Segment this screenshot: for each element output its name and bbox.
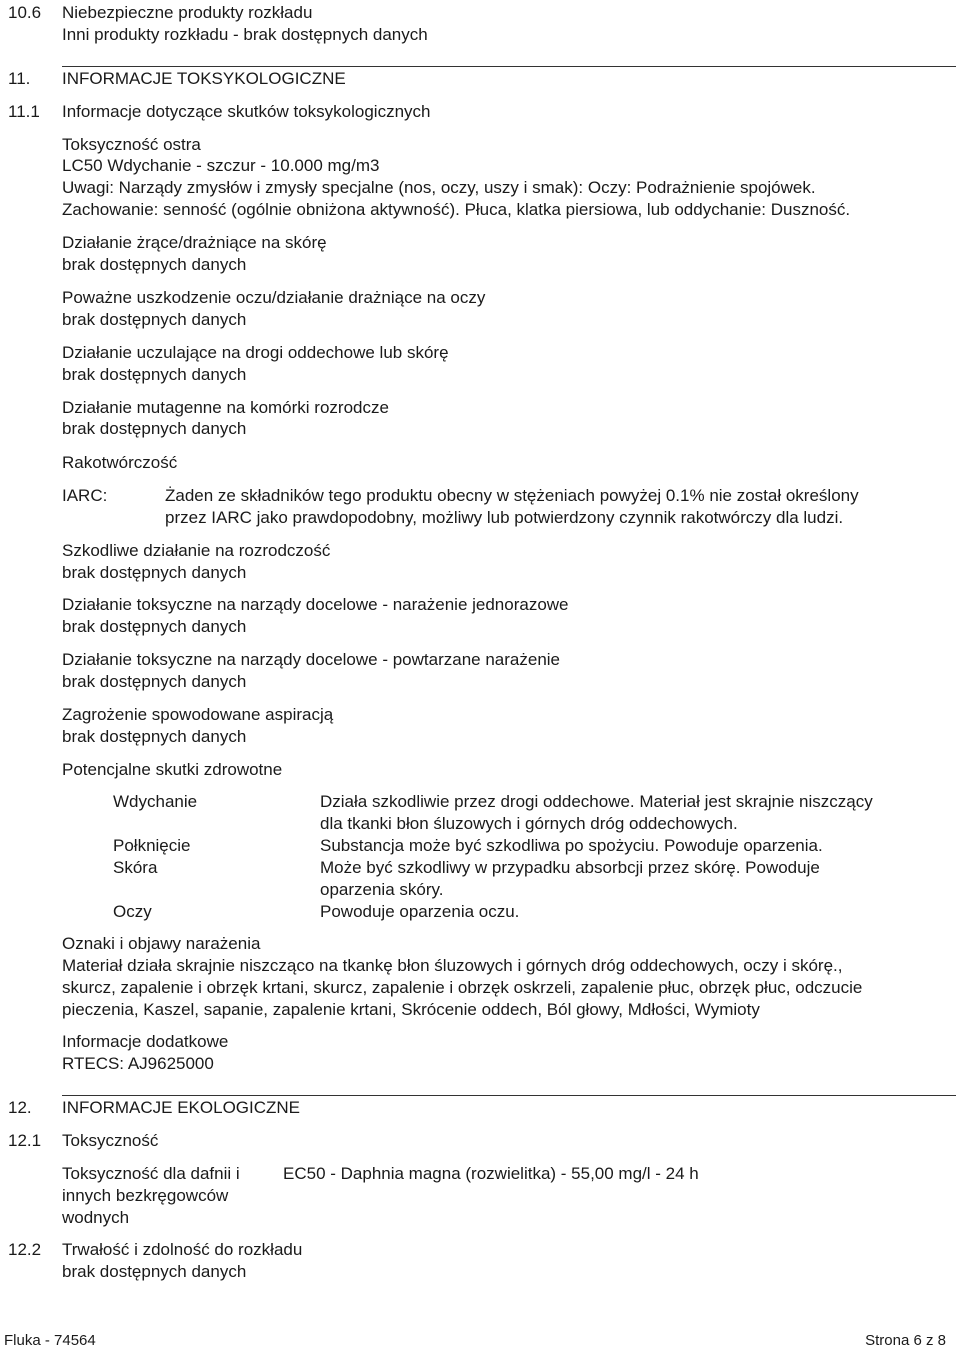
- footer-page-number: Strona 6 z 8: [865, 1332, 946, 1349]
- section-11-1-number: 11.1: [8, 102, 40, 121]
- stot-repeated-text: brak dostępnych danych: [62, 672, 247, 691]
- skin-corrosion-title: Działanie żrące/drażniące na skórę: [62, 233, 327, 252]
- iarc-text-2: przez IARC jako prawdopodobny, możliwy lub potwierdzony czynnik rakotwórczy dla ludzi.: [165, 508, 844, 527]
- sensitisation-text: brak dostępnych danych: [62, 365, 247, 384]
- section-12-number: 12.: [8, 1098, 32, 1117]
- daphnia-label-3: wodnych: [62, 1208, 130, 1227]
- reproductive-text: brak dostępnych danych: [62, 563, 247, 582]
- health-effects-title: Potencjalne skutki zdrowotne: [62, 760, 283, 779]
- mutagenicity-title: Działanie mutagenne na komórki rozrodcze: [62, 398, 389, 417]
- additional-info-title: Informacje dodatkowe: [62, 1032, 229, 1051]
- symptoms-title: Oznaki i objawy narażenia: [62, 934, 261, 953]
- section-12-title: INFORMACJE EKOLOGICZNE: [62, 1098, 301, 1117]
- iarc-label: IARC:: [62, 486, 108, 505]
- symptoms-text-1: Materiał działa skrajnie niszcząco na tkankę błon śluzowych i górnych dróg oddechowych, oczy i skórę.,: [62, 956, 843, 975]
- acute-toxicity-lc50: LC50 Wdychanie - szczur - 10.000 mg/m3: [62, 156, 380, 175]
- section-11-number: 11.: [8, 69, 31, 88]
- daphnia-value: EC50 - Daphnia magna (rozwielitka) - 55,00 mg/l - 24 h: [283, 1164, 699, 1183]
- eye-damage-title: Poważne uszkodzenie oczu/działanie drażniące na oczy: [62, 288, 486, 307]
- iarc-text-1: Żaden ze składników tego produktu obecny w stężeniach powyżej 0.1% nie został określony: [165, 486, 859, 505]
- symptoms-text-3: pieczenia, Kaszel, sapanie, zapalenie krtani, Skrócenie oddech, Ból głowy, Mdłości, Wymioty: [62, 1000, 760, 1019]
- eyes-label: Oczy: [113, 902, 152, 921]
- inhalation-text-1: Działa szkodliwie przez drogi oddechowe. Materiał jest skrajnie niszczący: [320, 792, 873, 811]
- mutagenicity-text: brak dostępnych danych: [62, 419, 247, 438]
- daphnia-label-1: Toksyczność dla dafnii i: [62, 1164, 240, 1183]
- section-10-6-title: Niebezpieczne produkty rozkładu: [62, 3, 313, 22]
- section-12-2-title: Trwałość i zdolność do rozkładu: [62, 1240, 303, 1259]
- stot-single-title: Działanie toksyczne na narządy docelowe - narażenie jednorazowe: [62, 595, 569, 614]
- sensitisation-title: Działanie uczulające na drogi oddechowe lub skórę: [62, 343, 449, 362]
- ingestion-label: Połknięcie: [113, 836, 191, 855]
- stot-single-text: brak dostępnych danych: [62, 617, 247, 636]
- section-11-rule: [62, 66, 956, 67]
- symptoms-text-2: skurcz, zapalenie i obrzęk krtani, skurcz, zapalenie i obrzęk oskrzeli, zapalenie płuc, obrzęk płuc, odczucie: [62, 978, 863, 997]
- inhalation-text-2: dla tkanki błon śluzowych i górnych dróg oddechowych.: [320, 814, 738, 833]
- section-12-1-title: Toksyczność: [62, 1131, 159, 1150]
- aspiration-title: Zagrożenie spowodowane aspiracją: [62, 705, 334, 724]
- footer-product: Fluka - 74564: [4, 1332, 96, 1349]
- section-11-1-title: Informacje dotyczące skutków toksykologicznych: [62, 102, 431, 121]
- stot-repeated-title: Działanie toksyczne na narządy docelowe - powtarzane narażenie: [62, 650, 561, 669]
- carcinogenicity-title: Rakotwórczość: [62, 453, 178, 472]
- acute-toxicity-remarks-1: Uwagi: Narządy zmysłów i zmysły specjalne (nos, oczy, uszy i smak): Oczy: Podrażnienie spojówek.: [62, 178, 816, 197]
- inhalation-label: Wdychanie: [113, 792, 198, 811]
- acute-toxicity-title: Toksyczność ostra: [62, 135, 201, 154]
- eyes-text: Powoduje oparzenia oczu.: [320, 902, 520, 921]
- skin-label: Skóra: [113, 858, 158, 877]
- section-12-2-number: 12.2: [8, 1240, 42, 1259]
- aspiration-text: brak dostępnych danych: [62, 727, 247, 746]
- skin-text-2: oparzenia skóry.: [320, 880, 444, 899]
- ingestion-text: Substancja może być szkodliwa po spożyciu. Powoduje oparzenia.: [320, 836, 823, 855]
- daphnia-label-2: innych bezkręgowców: [62, 1186, 229, 1205]
- section-12-1-number: 12.1: [8, 1131, 42, 1150]
- reproductive-title: Szkodliwe działanie na rozrodczość: [62, 541, 331, 560]
- section-11-title: INFORMACJE TOKSYKOLOGICZNE: [62, 69, 346, 88]
- section-10-6-number: 10.6: [8, 3, 42, 22]
- skin-corrosion-text: brak dostępnych danych: [62, 255, 247, 274]
- acute-toxicity-remarks-2: Zachowanie: senność (ogólnie obniżona aktywność). Płuca, klatka piersiowa, lub oddychanie: Duszność.: [62, 200, 851, 219]
- additional-info-text: RTECS: AJ9625000: [62, 1054, 214, 1073]
- section-10-6-text: Inni produkty rozkładu - brak dostępnych danych: [62, 25, 428, 44]
- section-12-2-text: brak dostępnych danych: [62, 1262, 247, 1281]
- eye-damage-text: brak dostępnych danych: [62, 310, 247, 329]
- skin-text-1: Może być szkodliwy w przypadku absorbcji przez skórę. Powoduje: [320, 858, 820, 877]
- section-12-rule: [62, 1095, 956, 1096]
